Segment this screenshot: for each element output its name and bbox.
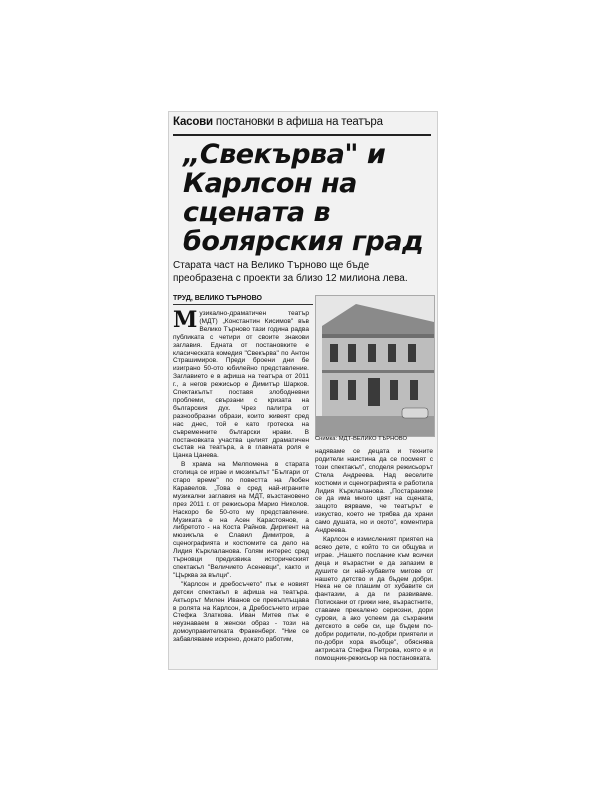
article-column-1 (173, 307, 309, 645)
headline-line: болярския град (183, 226, 424, 257)
building-photo (315, 295, 435, 437)
paragraph: Карлсон е измисленият приятел на всяко дете, с който то си общува и играе. „Нашето послание към всички деца и възрастни е да запазим в душите си най-хубавите мигове от нашето детство и да бъдем добри. Нека не се плашим от хубавите си фантазии, а да ги развиваме. Потискани от грижи ние, възрастните, ставаме прекалено сериозни, дори сурови, а ако успеем да съхраним детското в себе си, ще бъдем по-добри родители, по-добри приятели и по-добри хора въобще", обяснява актрисата Стефка Петрова, която е и помощник-режисьор на постановката. (315, 535, 433, 662)
newspaper-clipping (168, 111, 438, 670)
drop-cap: М (173, 307, 198, 333)
kicker-rest: постановки в афиша на театъра (212, 116, 383, 128)
byline: ТРУД, ВЕЛИКО ТЪРНОВО (173, 295, 313, 305)
kicker-bold: Касови (173, 116, 213, 128)
article-column-2 (315, 448, 433, 663)
paragraph: В храма на Мелпомена в старата столица се играе и мюзикълът "Българи от старо време" по повестта на Любен Каравелов. „Това е сред най-играните музикални заглавия на МДТ, възстановено през 2011 г. от режисьора Марио Николов. Наскоро бе 50-ото му представление. Музиката е на Асен Карастоянов, а либретото - на Коста Райнов. Диригент на мюзикъла е Славил Димитров, а сценографията и костюмите са дело на Лидия Кърклаланова. Голям интерес сред търновци предизвика историческият спектакъл "Величието Асеневци", както и "Църква за вълци". (173, 461, 309, 579)
headline-line: сцената в (183, 197, 331, 228)
kicker-rule (173, 134, 431, 136)
photo-caption: Снимка: МДТ-ВЕЛИКО ТЪРНОВО (315, 436, 407, 442)
headline-line: „Свекърва" и (183, 139, 386, 170)
paragraph: узикално-драматичен театър (МДТ) „Константин Кисимов" във Велико Търново тази година радва публиката с четири от своите знакови заглавия. Едната от постановките е класическата комедия "Свекърва" по Антон Страшимиров. Преди броени дни бе изиграно 50-ото юбилейно представление. Заглавието е в афиша на театъра от 2011 г., а негов режисьор е Димитър Шарков. Спектакълът поставя злободневни проблеми, свързани с кризата на българския дух. Чрез палитра от разнообразни образи, които живеят сред нас днес, той е като гротеска на съвременните български нрави. В постановката участва целият драматичен състав на театъра, а в главната роля е Цанка Цанева. (173, 310, 309, 460)
kicker-line (173, 116, 431, 128)
headline-line: Карлсон на (183, 168, 357, 199)
building-illustration (316, 296, 434, 436)
article-lead: Старата част на Велико Търново ще бъде преобразена с проекти за близо 12 милиона лева. (173, 260, 408, 284)
paragraph: надяваме се децата и техните родители наистина да се посмеят с този спектакъл", споделя режисьорът Стела Андреева. Над веселите костюми и сценографията е работила Лидия Кърклаланова. „Постараихме се да има много цвят на сцената, защото вярваме, че театърът е изкуство, което не трябва да храни само душата, но и окото", коментира Андреева. (315, 448, 433, 535)
article-headline (183, 140, 433, 256)
paragraph: "Карлсон и дребосъчето" пък е новият детски спектакъл в афиша на театъра. Актьорът Милен Иванов се превъплъщава в ролята на Карлсон, а Дребосъчето играе Стефка Златкова. Иван Митев пък е неузнаваем в женски образ - този на домоуправителката Фракенберг. "Ние се забавляваме искрено, докато работим, (173, 580, 309, 644)
